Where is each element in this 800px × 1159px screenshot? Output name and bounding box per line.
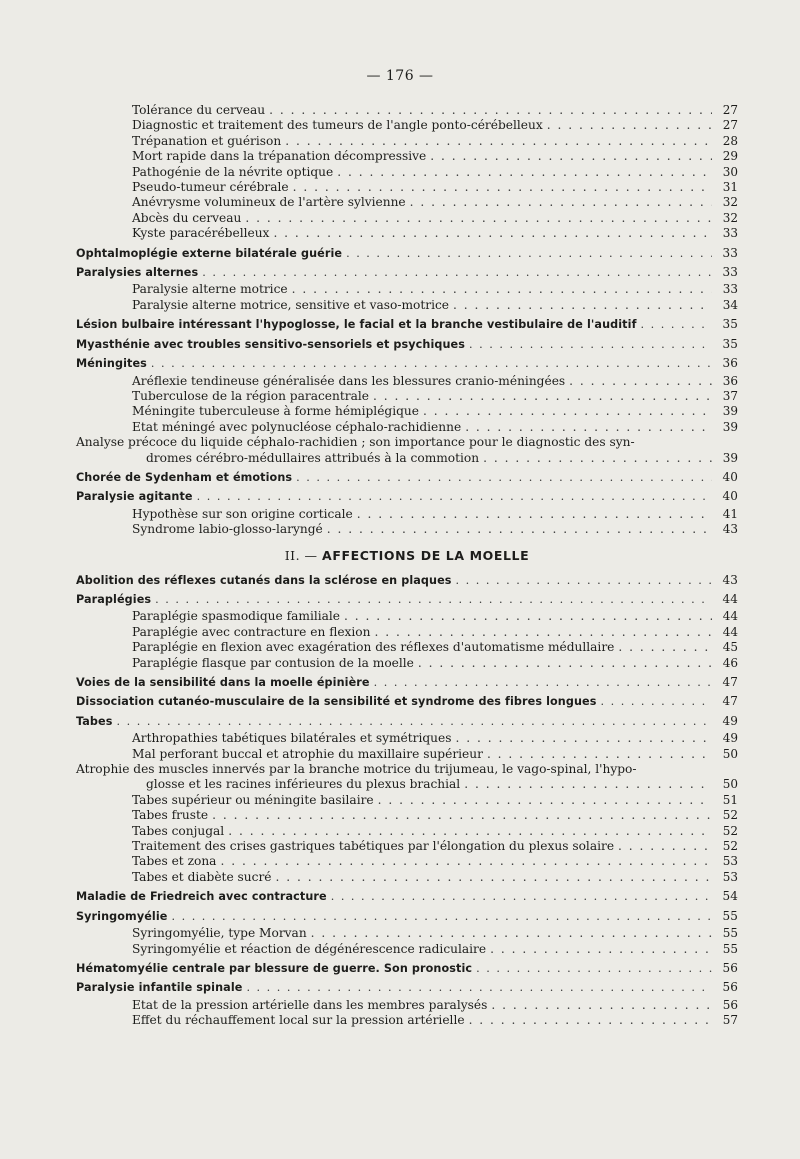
- dot-leader: [569, 374, 712, 389]
- dot-leader: [476, 961, 712, 976]
- entry-page-number: 32: [722, 195, 738, 210]
- toc-entry: [76, 762, 738, 777]
- entry-page-number: 40: [722, 489, 738, 504]
- entry-title: Aréflexie tendineuse généralisée dans les blessures cranio-méningées: [132, 373, 566, 388]
- toc-heading-entry: [76, 356, 738, 371]
- entry-page-number: 33: [722, 282, 738, 297]
- toc-heading-entry: [76, 889, 738, 904]
- toc-entry: [76, 374, 738, 389]
- toc-heading-entry: [76, 317, 738, 332]
- entry-title: Tabes: [76, 714, 113, 728]
- entry-page-number: 39: [722, 450, 738, 465]
- toc-entry: [76, 118, 738, 133]
- entry-title: glosse et les racines inférieures du plexus brachial: [146, 777, 461, 792]
- entry-page-number: 49: [722, 731, 738, 746]
- dot-leader: [410, 195, 712, 210]
- entry-title: Mort rapide dans la trépanation décompressive: [132, 149, 427, 164]
- toc-entry: [76, 522, 738, 537]
- toc-entry: [76, 998, 738, 1013]
- toc-heading-entry: [76, 694, 738, 709]
- toc-entry: [76, 942, 738, 957]
- entry-title: Mal perforant buccal et atrophie du maxillaire supérieur: [132, 746, 483, 761]
- entry-title: Hypothèse sur son origine corticale: [132, 506, 353, 521]
- dot-leader: [293, 180, 712, 195]
- toc-entry: [76, 298, 738, 313]
- entry-page-number: 44: [722, 591, 738, 606]
- entry-title: Tuberculose de la région paracentrale: [132, 388, 369, 403]
- toc-entry: [76, 625, 738, 640]
- toc-entry: [76, 435, 738, 450]
- entry-title: Analyse précoce du liquide céphalo-rachidien ; son importance pour le diagnostic des syn-: [76, 435, 635, 450]
- entry-page-number: 51: [722, 792, 738, 807]
- entry-page-number: 52: [722, 823, 738, 838]
- toc-entry: [76, 793, 738, 808]
- entry-page-number: 33: [722, 226, 738, 241]
- entry-page-number: 56: [722, 980, 738, 995]
- toc-heading-entry: [76, 961, 738, 976]
- entry-page-number: 55: [722, 941, 738, 956]
- entry-page-number: 52: [722, 808, 738, 823]
- entry-page-number: 45: [722, 640, 738, 655]
- entry-page-number: 41: [722, 506, 738, 521]
- entry-page-number: 43: [722, 522, 738, 537]
- toc-entry: [76, 282, 738, 297]
- entry-page-number: 37: [722, 388, 738, 403]
- entry-title: Arthropathies tabétiques bilatérales et symétriques: [132, 731, 452, 746]
- entry-title: Tabes et zona: [132, 854, 217, 869]
- dot-leader: [346, 246, 712, 261]
- entry-page-number: 56: [722, 997, 738, 1012]
- toc-heading-entry: [76, 592, 738, 607]
- toc-entry: [76, 1013, 738, 1028]
- toc-entry: [76, 824, 738, 839]
- dot-leader: [491, 998, 712, 1013]
- dot-leader: [311, 926, 712, 941]
- dot-leader: [418, 656, 712, 671]
- dot-leader: [202, 265, 712, 280]
- dot-leader: [375, 625, 713, 640]
- entry-title: Maladie de Friedreich avec contracture: [76, 890, 327, 904]
- entry-title: Voies de la sensibilité dans la moelle épinière: [76, 676, 370, 689]
- entry-page-number: 40: [722, 469, 738, 484]
- entry-page-number: 54: [722, 889, 738, 904]
- entry-page-number: 47: [722, 675, 738, 689]
- entry-page-number: 30: [722, 164, 738, 179]
- toc-list-spinal-cord: [76, 573, 738, 1029]
- dot-leader: [171, 909, 712, 924]
- dot-leader: [465, 420, 712, 435]
- toc-entry: [76, 404, 738, 419]
- dot-leader: [155, 592, 712, 607]
- toc-entry: [76, 195, 738, 210]
- toc-entry: [76, 777, 738, 792]
- entry-page-number: 43: [722, 572, 738, 587]
- entry-page-number: 44: [722, 624, 738, 639]
- entry-title: Etat de la pression artérielle dans les membres paralysés: [132, 997, 488, 1012]
- entry-page-number: 39: [722, 419, 738, 434]
- dot-leader: [453, 298, 712, 313]
- entry-title: Atrophie des muscles innervés par la branche motrice du trijumeau, le vago-spinal, l'hypo-: [76, 762, 637, 777]
- toc-heading-entry: [76, 337, 738, 352]
- toc-heading-entry: [76, 714, 738, 729]
- dot-leader: [430, 149, 712, 164]
- dot-leader: [373, 389, 712, 404]
- section-heading: [76, 548, 738, 563]
- toc-entry: [76, 134, 738, 149]
- dot-leader: [197, 489, 712, 504]
- toc-entry: [76, 854, 738, 869]
- entry-title: Diagnostic et traitement des tumeurs de l'angle ponto-cérébelleux: [132, 118, 543, 133]
- entry-title: Syndrome labio-glosso-laryngé: [132, 522, 323, 537]
- entry-title: dromes cérébro-médullaires attribués à la commotion: [146, 450, 480, 465]
- dot-leader: [490, 942, 712, 957]
- entry-title: Traitement des crises gastriques tabétiques par l'élongation du plexus solaire: [132, 839, 615, 854]
- entry-title: Pathogénie de la névrite optique: [132, 164, 334, 179]
- entry-title: Syringomyélie et réaction de dégénérescence radiculaire: [132, 941, 487, 956]
- dot-leader: [276, 870, 712, 885]
- toc-heading-entry: [76, 573, 738, 588]
- entry-title: Anévrysme volumineux de l'artère sylvienne: [132, 195, 406, 210]
- entry-page-number: 35: [722, 317, 738, 332]
- dot-leader: [292, 282, 712, 297]
- entry-page-number: 27: [722, 103, 738, 117]
- dot-leader: [337, 165, 712, 180]
- entry-page-number: 36: [722, 373, 738, 388]
- toc-heading-entry: [76, 675, 738, 690]
- entry-page-number: 53: [722, 869, 738, 884]
- dot-leader: [296, 470, 712, 485]
- entry-title: Tabes fruste: [132, 808, 209, 823]
- entry-title: Ophtalmoplégie externe bilatérale guérie: [76, 246, 343, 260]
- entry-page-number: 36: [722, 356, 738, 371]
- toc-entry: [76, 731, 738, 746]
- dot-leader: [269, 103, 712, 118]
- entry-page-number: 33: [722, 245, 738, 260]
- dot-leader: [220, 854, 712, 869]
- toc-list-brain: [76, 103, 738, 538]
- entry-page-number: 49: [722, 713, 738, 728]
- dot-leader: [469, 337, 712, 352]
- toc-entry: [76, 103, 738, 118]
- entry-title: Abcès du cerveau: [132, 210, 242, 225]
- entry-title: Paralysie agitante: [76, 490, 193, 504]
- toc-entry: [76, 640, 738, 655]
- entry-title: Effet du réchauffement local sur la pression artérielle: [132, 1013, 465, 1028]
- dot-leader: [357, 507, 712, 522]
- entry-title: Lésion bulbaire intéressant l'hypoglosse, le facial et la branche vestibulaire de l'auditif: [76, 318, 637, 332]
- entry-title: Hématomyélie centrale par blessure de guerre. Son pronostic: [76, 961, 473, 975]
- section-title: AFFECTIONS DE LA MOELLE: [322, 547, 530, 563]
- entry-title: Méningites: [76, 357, 147, 371]
- entry-page-number: 34: [722, 297, 738, 312]
- dot-leader: [344, 609, 712, 624]
- entry-page-number: 50: [722, 777, 738, 792]
- toc-entry: [76, 609, 738, 624]
- entry-page-number: 33: [722, 265, 738, 280]
- entry-page-number: 32: [722, 210, 738, 225]
- dot-leader: [246, 980, 712, 995]
- dot-leader: [469, 1013, 712, 1028]
- dot-leader: [600, 694, 712, 709]
- toc-entry: [76, 226, 738, 241]
- page-number: — 176 —: [366, 68, 434, 84]
- dot-leader: [212, 808, 712, 823]
- dot-leader: [374, 675, 712, 690]
- dot-leader: [456, 573, 712, 588]
- toc-heading-entry: [76, 980, 738, 995]
- dot-leader: [228, 824, 712, 839]
- table-of-contents: [76, 103, 738, 1029]
- dot-leader: [151, 356, 712, 371]
- entry-title: Tabes supérieur ou méningite basilaire: [132, 792, 374, 807]
- dot-leader: [331, 889, 712, 904]
- entry-page-number: 47: [722, 694, 738, 709]
- entry-page-number: 31: [722, 180, 738, 195]
- entry-title: Tolérance du cerveau: [132, 103, 266, 117]
- entry-page-number: 35: [722, 336, 738, 351]
- toc-entry: [76, 507, 738, 522]
- toc-entry: [76, 926, 738, 941]
- toc-entry: [76, 656, 738, 671]
- toc-heading-entry: [76, 246, 738, 261]
- entry-title: Chorée de Sydenham et émotions: [76, 470, 293, 484]
- dot-leader: [641, 317, 712, 332]
- entry-title: Tabes conjugal: [132, 823, 225, 838]
- dot-leader: [117, 714, 713, 729]
- entry-page-number: 27: [722, 118, 738, 133]
- entry-title: Paralysie alterne motrice: [132, 282, 288, 297]
- entry-page-number: 28: [722, 133, 738, 148]
- dot-leader: [273, 226, 712, 241]
- entry-page-number: 56: [722, 960, 738, 975]
- toc-heading-entry: [76, 265, 738, 280]
- toc-heading-entry: [76, 470, 738, 485]
- dot-leader: [378, 793, 712, 808]
- dot-leader: [618, 640, 712, 655]
- entry-title: Paraplégie spasmodique familiale: [132, 609, 341, 624]
- toc-entry: [76, 451, 738, 466]
- entry-title: Myasthénie avec troubles sensitivo-sensoriels et psychiques: [76, 337, 466, 351]
- dot-leader: [456, 731, 713, 746]
- entry-page-number: 50: [722, 746, 738, 761]
- entry-page-number: 52: [722, 839, 738, 854]
- dot-leader: [327, 522, 712, 537]
- toc-entry: [76, 839, 738, 854]
- entry-title: Dissociation cutanéo-musculaire de la sensibilité et syndrome des fibres longues: [76, 695, 597, 709]
- dot-leader: [618, 839, 712, 854]
- toc-heading-entry: [76, 489, 738, 504]
- dot-leader: [487, 747, 712, 762]
- toc-entry: [76, 211, 738, 226]
- dot-leader: [547, 118, 712, 133]
- dot-leader: [483, 451, 712, 466]
- toc-entry: [76, 420, 738, 435]
- toc-entry: [76, 808, 738, 823]
- entry-page-number: 46: [722, 655, 738, 670]
- toc-entry: [76, 165, 738, 180]
- entry-title: Paralysies alternes: [76, 266, 199, 280]
- toc-entry: [76, 870, 738, 885]
- toc-entry: [76, 180, 738, 195]
- dot-leader: [285, 134, 712, 149]
- entry-title: Paralysie infantile spinale: [76, 981, 243, 995]
- entry-title: Paraplégie avec contracture en flexion: [132, 624, 371, 639]
- entry-page-number: 29: [722, 149, 738, 164]
- entry-page-number: 55: [722, 926, 738, 941]
- entry-title: Syringomyélie: [76, 909, 168, 923]
- entry-title: Syringomyélie, type Morvan: [132, 926, 307, 941]
- entry-title: Paraplégie flasque par contusion de la moelle: [132, 655, 414, 670]
- entry-title: Pseudo-tumeur cérébrale: [132, 180, 289, 195]
- entry-page-number: 57: [722, 1013, 738, 1028]
- entry-title: Kyste paracérébelleux: [132, 226, 270, 241]
- toc-entry: [76, 149, 738, 164]
- entry-page-number: 55: [722, 908, 738, 923]
- toc-heading-entry: [76, 909, 738, 924]
- entry-title: Paraplégies: [76, 592, 152, 606]
- toc-entry: [76, 747, 738, 762]
- entry-title: Paralysie alterne motrice, sensitive et vaso-motrice: [132, 297, 450, 312]
- entry-title: Méningite tuberculeuse à forme hémiplégique: [132, 404, 419, 419]
- entry-page-number: 44: [722, 609, 738, 624]
- entry-title: Tabes et diabète sucré: [132, 869, 272, 884]
- entry-title: Etat méningé avec polynucléose céphalo-rachidienne: [132, 419, 462, 434]
- entry-page-number: 53: [722, 854, 738, 869]
- entry-page-number: 39: [722, 404, 738, 419]
- dot-leader: [245, 211, 712, 226]
- section-number: II. —: [284, 547, 318, 563]
- dot-leader: [423, 404, 712, 419]
- dot-leader: [464, 777, 712, 792]
- entry-title: Paraplégie en flexion avec exagération des réflexes d'automatisme médullaire: [132, 640, 615, 655]
- entry-title: Trépanation et guérison: [132, 133, 282, 148]
- toc-entry: [76, 389, 738, 404]
- entry-title: Abolition des réflexes cutanés dans la sclérose en plaques: [76, 573, 452, 587]
